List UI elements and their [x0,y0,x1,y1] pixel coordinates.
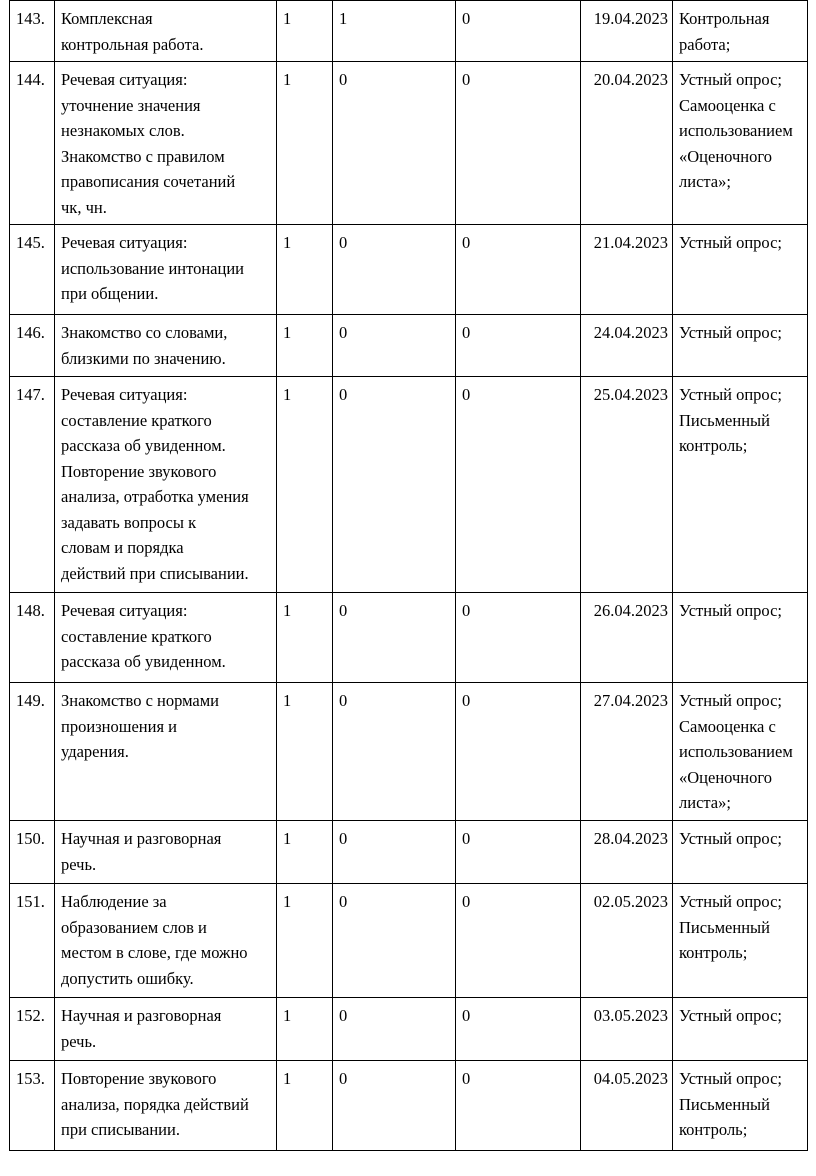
table-row [10,998,808,1061]
table-row [10,884,808,998]
topic-line: анализа, порядка действий [61,1094,249,1114]
topic-line: уточнение значения [61,95,201,115]
practical-hours-cell: 0 [456,377,581,593]
control-form-cell [673,62,808,225]
control-form-cell [673,1,808,62]
topic-line: незнакомых слов. [61,121,185,140]
control-form-line: Устный опрос; [679,233,783,252]
total-hours-cell: 1 [277,683,333,821]
control-form-line: Устный опрос; [679,70,783,89]
control-form-line: Устный опрос; [679,892,783,911]
practical-hours-cell: 0 [456,225,581,315]
total-hours-cell: 1 [277,593,333,683]
lesson-number-cell: 146. [10,315,55,377]
control-form-cell [673,821,808,884]
lesson-date-cell: 19.04.2023 [581,1,673,62]
topic-line: Научная и разговорная [61,829,222,848]
table-row [10,225,808,315]
topic-line: контрольная работа. [61,34,204,54]
lesson-number-cell: 151. [10,884,55,998]
table-row [10,315,808,377]
test-hours-cell: 0 [333,315,456,377]
topic-line: образованием слов и [61,917,207,937]
table-row [10,62,808,225]
control-form-line: Самооценка с [679,716,776,736]
control-form-line: «Оценочного [679,146,772,166]
control-form-line: Устный опрос; [679,1069,783,1088]
topic-line: Комплексная [61,9,153,28]
control-form-line: листа»; [679,793,731,812]
control-form-cell [673,315,808,377]
table-body [10,1,808,1151]
control-form-cell [673,1061,808,1151]
topic-line: Знакомство с нормами [61,691,220,710]
practical-hours-cell: 0 [456,821,581,884]
lesson-topic-cell [55,998,277,1061]
lesson-topic-cell [55,62,277,225]
practical-hours-cell: 0 [456,315,581,377]
topic-line: действий при списывании. [61,563,249,583]
lesson-number-cell: 145. [10,225,55,315]
table-row [10,1,808,62]
test-hours-cell: 0 [333,1061,456,1151]
lesson-topic-cell [55,593,277,683]
control-form-line: Письменный [679,410,770,430]
total-hours-cell: 1 [277,1061,333,1151]
test-hours-cell: 0 [333,225,456,315]
lesson-topic-cell [55,1061,277,1151]
total-hours-cell: 1 [277,225,333,315]
lesson-number-cell: 153. [10,1061,55,1151]
lesson-date-cell: 21.04.2023 [581,225,673,315]
lesson-date-cell: 26.04.2023 [581,593,673,683]
total-hours-cell: 1 [277,377,333,593]
lesson-date-cell: 25.04.2023 [581,377,673,593]
topic-line: речь. [61,854,97,874]
topic-line: допустить ошибку. [61,968,194,988]
control-form-cell [673,998,808,1061]
control-form-line: Письменный [679,1094,770,1114]
topic-line: Речевая ситуация: [61,233,188,252]
control-form-cell [673,683,808,821]
lesson-topic-cell [55,225,277,315]
table-row [10,1061,808,1151]
topic-line: Научная и разговорная [61,1006,222,1025]
practical-hours-cell: 0 [456,884,581,998]
test-hours-cell: 0 [333,377,456,593]
control-form-line: Устный опрос; [679,829,783,848]
lesson-number-cell: 149. [10,683,55,821]
total-hours-cell: 1 [277,998,333,1061]
practical-hours-cell: 0 [456,62,581,225]
control-form-line: контроль; [679,436,748,455]
control-form-line: Устный опрос; [679,601,783,620]
total-hours-cell: 1 [277,315,333,377]
test-hours-cell: 1 [333,1,456,62]
lesson-number-cell: 150. [10,821,55,884]
lesson-date-cell: 04.05.2023 [581,1061,673,1151]
table-row [10,683,808,821]
practical-hours-cell: 0 [456,998,581,1061]
practical-hours-cell: 0 [456,1061,581,1151]
total-hours-cell: 1 [277,821,333,884]
control-form-cell [673,225,808,315]
topic-line: произношения и [61,716,177,736]
test-hours-cell: 0 [333,593,456,683]
table-row [10,593,808,683]
topic-line: Повторение звукового [61,461,217,481]
lesson-topic-cell [55,1,277,62]
topic-line: при общении. [61,284,159,303]
lesson-number-cell: 143. [10,1,55,62]
control-form-cell [673,593,808,683]
test-hours-cell: 0 [333,821,456,884]
control-form-line: листа»; [679,172,731,191]
topic-line: Речевая ситуация: [61,70,188,89]
topic-line: использование интонации [61,258,244,278]
control-form-line: Письменный [679,917,770,937]
lesson-topic-cell [55,315,277,377]
topic-line: ударения. [61,742,129,761]
topic-line: близкими по значению. [61,348,226,368]
total-hours-cell: 1 [277,884,333,998]
test-hours-cell: 0 [333,998,456,1061]
table-row [10,821,808,884]
lesson-date-cell: 24.04.2023 [581,315,673,377]
lesson-topic-cell [55,884,277,998]
topic-line: местом в слове, где можно [61,943,248,962]
control-form-line: Самооценка с [679,95,776,115]
lesson-number-cell: 147. [10,377,55,593]
control-form-cell [673,377,808,593]
test-hours-cell: 0 [333,62,456,225]
control-form-line: использованием [679,742,793,761]
practical-hours-cell: 0 [456,1,581,62]
control-form-line: Устный опрос; [679,691,783,710]
topic-line: речь. [61,1031,97,1051]
topic-line: чк, чн. [61,197,107,217]
topic-line: Речевая ситуация: [61,385,188,404]
topic-line: рассказа об увиденном. [61,436,226,455]
lesson-date-cell: 02.05.2023 [581,884,673,998]
lesson-date-cell: 20.04.2023 [581,62,673,225]
control-form-cell [673,884,808,998]
topic-line: Речевая ситуация: [61,601,188,620]
topic-line: составление краткого [61,626,212,646]
control-form-line: Устный опрос; [679,1006,783,1025]
practical-hours-cell: 0 [456,593,581,683]
lesson-date-cell: 27.04.2023 [581,683,673,821]
topic-line: Знакомство со словами, [61,323,228,342]
topic-line: словам и порядка [61,538,184,557]
control-form-line: «Оценочного [679,767,772,787]
lesson-number-cell: 148. [10,593,55,683]
control-form-line: Устный опрос; [679,385,783,404]
topic-line: при списывании. [61,1120,180,1139]
topic-line: задавать вопросы к [61,512,197,532]
test-hours-cell: 0 [333,884,456,998]
lesson-date-cell: 28.04.2023 [581,821,673,884]
topic-line: Знакомство с правилом [61,146,225,166]
lesson-number-cell: 144. [10,62,55,225]
topic-line: правописания сочетаний [61,172,236,191]
topic-line: составление краткого [61,410,212,430]
control-form-line: контроль; [679,943,748,962]
table-row [10,377,808,593]
lesson-plan-table [9,0,808,1151]
total-hours-cell: 1 [277,1,333,62]
topic-line: рассказа об увиденном. [61,652,226,671]
test-hours-cell: 0 [333,683,456,821]
lesson-number-cell: 152. [10,998,55,1061]
control-form-line: использованием [679,121,793,140]
control-form-line: Устный опрос; [679,323,783,342]
control-form-line: контроль; [679,1120,748,1139]
control-form-line: Контрольная [679,9,770,28]
topic-line: анализа, отработка умения [61,487,249,506]
lesson-date-cell: 03.05.2023 [581,998,673,1061]
lesson-topic-cell [55,821,277,884]
topic-line: Повторение звукового [61,1069,217,1088]
control-form-line: работа; [679,34,731,54]
practical-hours-cell: 0 [456,683,581,821]
total-hours-cell: 1 [277,62,333,225]
lesson-topic-cell [55,683,277,821]
topic-line: Наблюдение за [61,892,167,911]
lesson-topic-cell [55,377,277,593]
